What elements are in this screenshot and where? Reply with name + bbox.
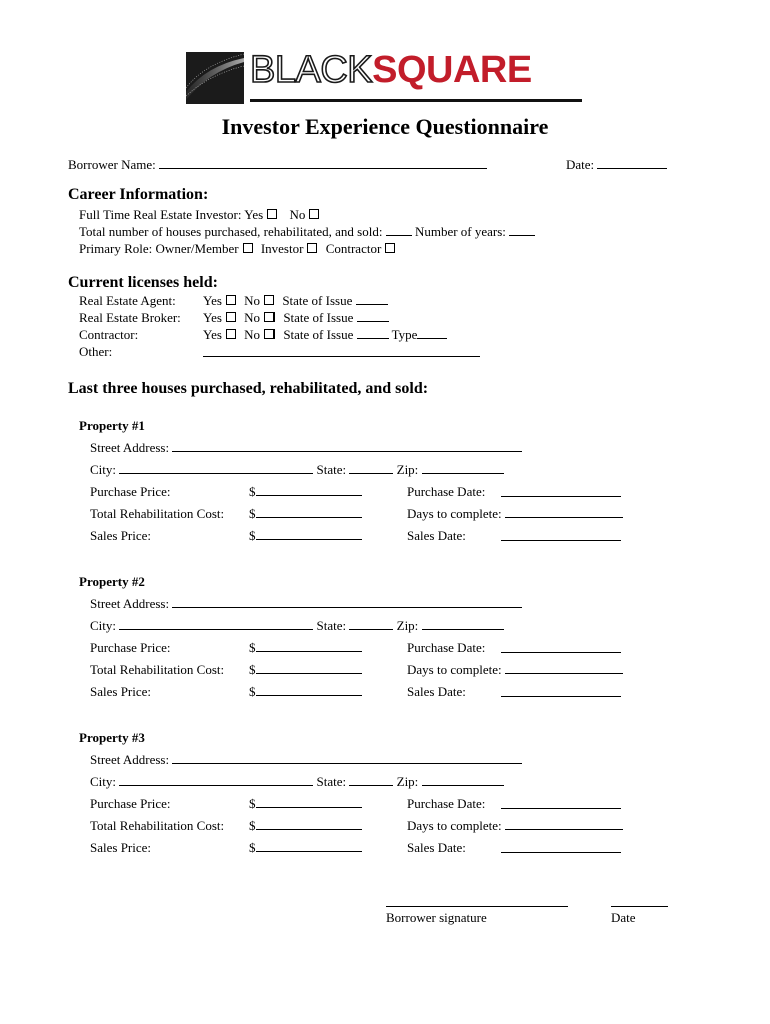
days-to-complete-field[interactable] — [505, 506, 623, 518]
purchase-date-field[interactable] — [501, 797, 621, 809]
yes-label: Yes — [203, 293, 222, 308]
sales-date-row — [501, 528, 621, 546]
license-broker-label: Real Estate Broker: — [79, 310, 181, 325]
street-row — [90, 596, 522, 612]
street-row — [90, 752, 522, 768]
city-row — [90, 618, 504, 634]
days-to-complete-field[interactable] — [505, 818, 623, 830]
owner-member-label: Primary Role: Owner/Member — [79, 241, 239, 256]
rehab-cost-field[interactable] — [256, 818, 362, 830]
city-field[interactable] — [119, 774, 313, 786]
purchase-price-label: Purchase Price: — [90, 640, 171, 655]
years-label: Number of years: — [414, 224, 506, 239]
dollar-sign: $ — [249, 640, 256, 655]
city-label: City: — [90, 618, 117, 633]
zip-field[interactable] — [422, 462, 504, 474]
contractor-role-checkbox[interactable] — [385, 243, 395, 253]
page-title: Investor Experience Questionnaire — [221, 114, 549, 139]
dollar-sign: $ — [249, 684, 256, 699]
rehab-cost-row — [249, 818, 362, 834]
purchase-date-row — [501, 796, 621, 814]
investor-label: Investor — [260, 241, 304, 256]
dollar-sign: $ — [249, 840, 256, 855]
purchase-date-row — [501, 484, 621, 502]
date-label: Date: — [566, 157, 595, 172]
logo-wordmark: BLACKSQUARE — [250, 49, 532, 91]
days-to-complete-field[interactable] — [505, 662, 623, 674]
sales-date-field[interactable] — [501, 841, 621, 853]
date-row — [566, 157, 667, 173]
state-field[interactable] — [349, 462, 393, 474]
city-row — [90, 774, 504, 790]
zip-label: Zip: — [396, 618, 419, 633]
zip-field[interactable] — [422, 618, 504, 630]
contractor-role-label: Contractor — [325, 241, 382, 256]
city-label: City: — [90, 774, 117, 789]
signature-date-line[interactable] — [611, 906, 668, 907]
logo-underline — [250, 99, 582, 102]
purchase-date-field[interactable] — [501, 485, 621, 497]
full-time-label: Full Time Real Estate Investor: Yes — [79, 207, 264, 222]
sales-date-row — [501, 840, 621, 858]
borrower-name-row — [68, 157, 487, 173]
contractor-yes-checkbox[interactable] — [226, 329, 236, 339]
signature-date-label: Date — [611, 910, 636, 925]
sales-price-row — [249, 528, 362, 544]
licenses-heading: Current licenses held: — [68, 274, 218, 291]
state-field[interactable] — [349, 774, 393, 786]
days-to-complete-label: Days to complete: — [407, 506, 502, 521]
dollar-sign: $ — [249, 484, 256, 499]
purchase-price-row — [249, 484, 362, 500]
purchase-price-label: Purchase Price: — [90, 484, 171, 499]
total-houses-row — [79, 224, 535, 240]
city-field[interactable] — [119, 618, 313, 630]
state-of-issue-label: State of Issue — [283, 310, 354, 325]
license-other-label: Other: — [79, 344, 113, 359]
street-field[interactable] — [172, 440, 522, 452]
license-other-row — [203, 344, 480, 362]
purchase-price-field[interactable] — [256, 796, 362, 808]
years-field[interactable] — [509, 224, 535, 236]
primary-role-row — [79, 241, 398, 257]
state-field[interactable] — [349, 618, 393, 630]
dollar-sign: $ — [249, 528, 256, 543]
purchase-date-label: Purchase Date: — [407, 640, 486, 655]
date-field[interactable] — [597, 157, 667, 169]
agent-no-checkbox[interactable] — [264, 295, 274, 305]
zip-label: Zip: — [396, 462, 419, 477]
days-to-complete-row — [407, 506, 623, 522]
street-field[interactable] — [172, 596, 522, 608]
contractor-state-field[interactable] — [357, 327, 389, 339]
contractor-no-checkbox[interactable] — [264, 329, 275, 339]
state-label: State: — [316, 618, 347, 633]
sales-price-field[interactable] — [256, 840, 362, 852]
sales-date-field[interactable] — [501, 529, 621, 541]
sales-date-field[interactable] — [501, 685, 621, 697]
borrower-name-label: Borrower Name: — [68, 157, 156, 172]
career-heading: Career Information: — [68, 186, 209, 203]
no-label: No — [244, 327, 261, 342]
purchase-price-row — [249, 796, 362, 812]
investor-checkbox[interactable] — [307, 243, 317, 253]
purchase-price-label: Purchase Price: — [90, 796, 171, 811]
purchase-price-field[interactable] — [256, 484, 362, 496]
contractor-type-field[interactable] — [417, 327, 447, 339]
property-title: Property #2 — [79, 574, 145, 589]
property-title: Property #3 — [79, 730, 145, 745]
full-time-row — [79, 207, 322, 223]
street-label: Street Address: — [90, 596, 170, 611]
rehab-cost-label: Total Rehabilitation Cost: — [90, 662, 225, 677]
city-row — [90, 462, 504, 478]
dollar-sign: $ — [249, 506, 256, 521]
rehab-cost-label: Total Rehabilitation Cost: — [90, 506, 225, 521]
license-broker-row — [203, 310, 389, 326]
full-time-no-checkbox[interactable] — [309, 209, 319, 219]
days-to-complete-row — [407, 662, 623, 678]
purchase-date-row — [501, 640, 621, 658]
rehab-cost-row — [249, 506, 362, 522]
state-label: State: — [316, 462, 347, 477]
sales-date-label: Sales Date: — [407, 528, 466, 543]
agent-state-field[interactable] — [356, 293, 388, 305]
type-label: Type — [391, 327, 418, 342]
borrower-signature-line[interactable] — [386, 906, 568, 907]
no-label: No — [244, 310, 261, 325]
purchase-date-label: Purchase Date: — [407, 796, 486, 811]
zip-label: Zip: — [396, 774, 419, 789]
purchase-date-label: Purchase Date: — [407, 484, 486, 499]
days-to-complete-label: Days to complete: — [407, 662, 502, 677]
sales-price-label: Sales Price: — [90, 528, 152, 543]
broker-state-field[interactable] — [357, 310, 389, 322]
sales-price-field[interactable] — [256, 684, 362, 696]
street-field[interactable] — [172, 752, 522, 764]
dollar-sign: $ — [249, 818, 256, 833]
license-agent-label: Real Estate Agent: — [79, 293, 176, 308]
blacksquare-logo — [186, 49, 586, 106]
sales-price-field[interactable] — [256, 528, 362, 540]
rehab-cost-field[interactable] — [256, 662, 362, 674]
dollar-sign: $ — [249, 796, 256, 811]
purchase-date-field[interactable] — [501, 641, 621, 653]
state-label: State: — [316, 774, 347, 789]
days-to-complete-row — [407, 818, 623, 834]
sales-price-label: Sales Price: — [90, 840, 152, 855]
zip-field[interactable] — [422, 774, 504, 786]
rehab-cost-field[interactable] — [256, 506, 362, 518]
sales-price-label: Sales Price: — [90, 684, 152, 699]
rehab-cost-label: Total Rehabilitation Cost: — [90, 818, 225, 833]
owner-member-checkbox[interactable] — [243, 243, 253, 253]
state-of-issue-label: State of Issue — [282, 293, 353, 308]
full-time-yes-checkbox[interactable] — [267, 209, 277, 219]
agent-yes-checkbox[interactable] — [226, 295, 236, 305]
city-field[interactable] — [119, 462, 313, 474]
sales-date-row — [501, 684, 621, 702]
broker-yes-checkbox[interactable] — [226, 312, 236, 322]
days-to-complete-label: Days to complete: — [407, 818, 502, 833]
license-agent-row — [203, 293, 388, 309]
state-of-issue-label: State of Issue — [283, 327, 354, 342]
street-row — [90, 440, 522, 456]
yes-label: Yes — [203, 327, 222, 342]
borrower-signature-label: Borrower signature — [386, 910, 487, 925]
purchase-price-row — [249, 640, 362, 656]
yes-label: Yes — [203, 310, 222, 325]
street-label: Street Address: — [90, 440, 170, 455]
logo-mark — [186, 52, 244, 104]
city-label: City: — [90, 462, 117, 477]
sales-price-row — [249, 840, 362, 856]
rehab-cost-row — [249, 662, 362, 678]
sales-date-label: Sales Date: — [407, 840, 466, 855]
purchase-price-field[interactable] — [256, 640, 362, 652]
no-label: No — [244, 293, 261, 308]
street-label: Street Address: — [90, 752, 170, 767]
houses-heading: Last three houses purchased, rehabilitated, and sold: — [68, 380, 429, 397]
dollar-sign: $ — [249, 662, 256, 677]
borrower-name-field[interactable] — [159, 157, 487, 169]
other-license-field[interactable] — [203, 345, 480, 357]
sales-price-row — [249, 684, 362, 700]
total-houses-label: Total number of houses purchased, rehabilitated, and sold: — [79, 224, 383, 239]
license-contractor-row — [203, 327, 447, 343]
total-houses-field[interactable] — [386, 224, 412, 236]
sales-date-label: Sales Date: — [407, 684, 466, 699]
broker-no-checkbox[interactable] — [264, 312, 275, 322]
license-contractor-label: Contractor: — [79, 327, 139, 342]
property-title: Property #1 — [79, 418, 145, 433]
full-time-no-label: No — [289, 207, 306, 222]
